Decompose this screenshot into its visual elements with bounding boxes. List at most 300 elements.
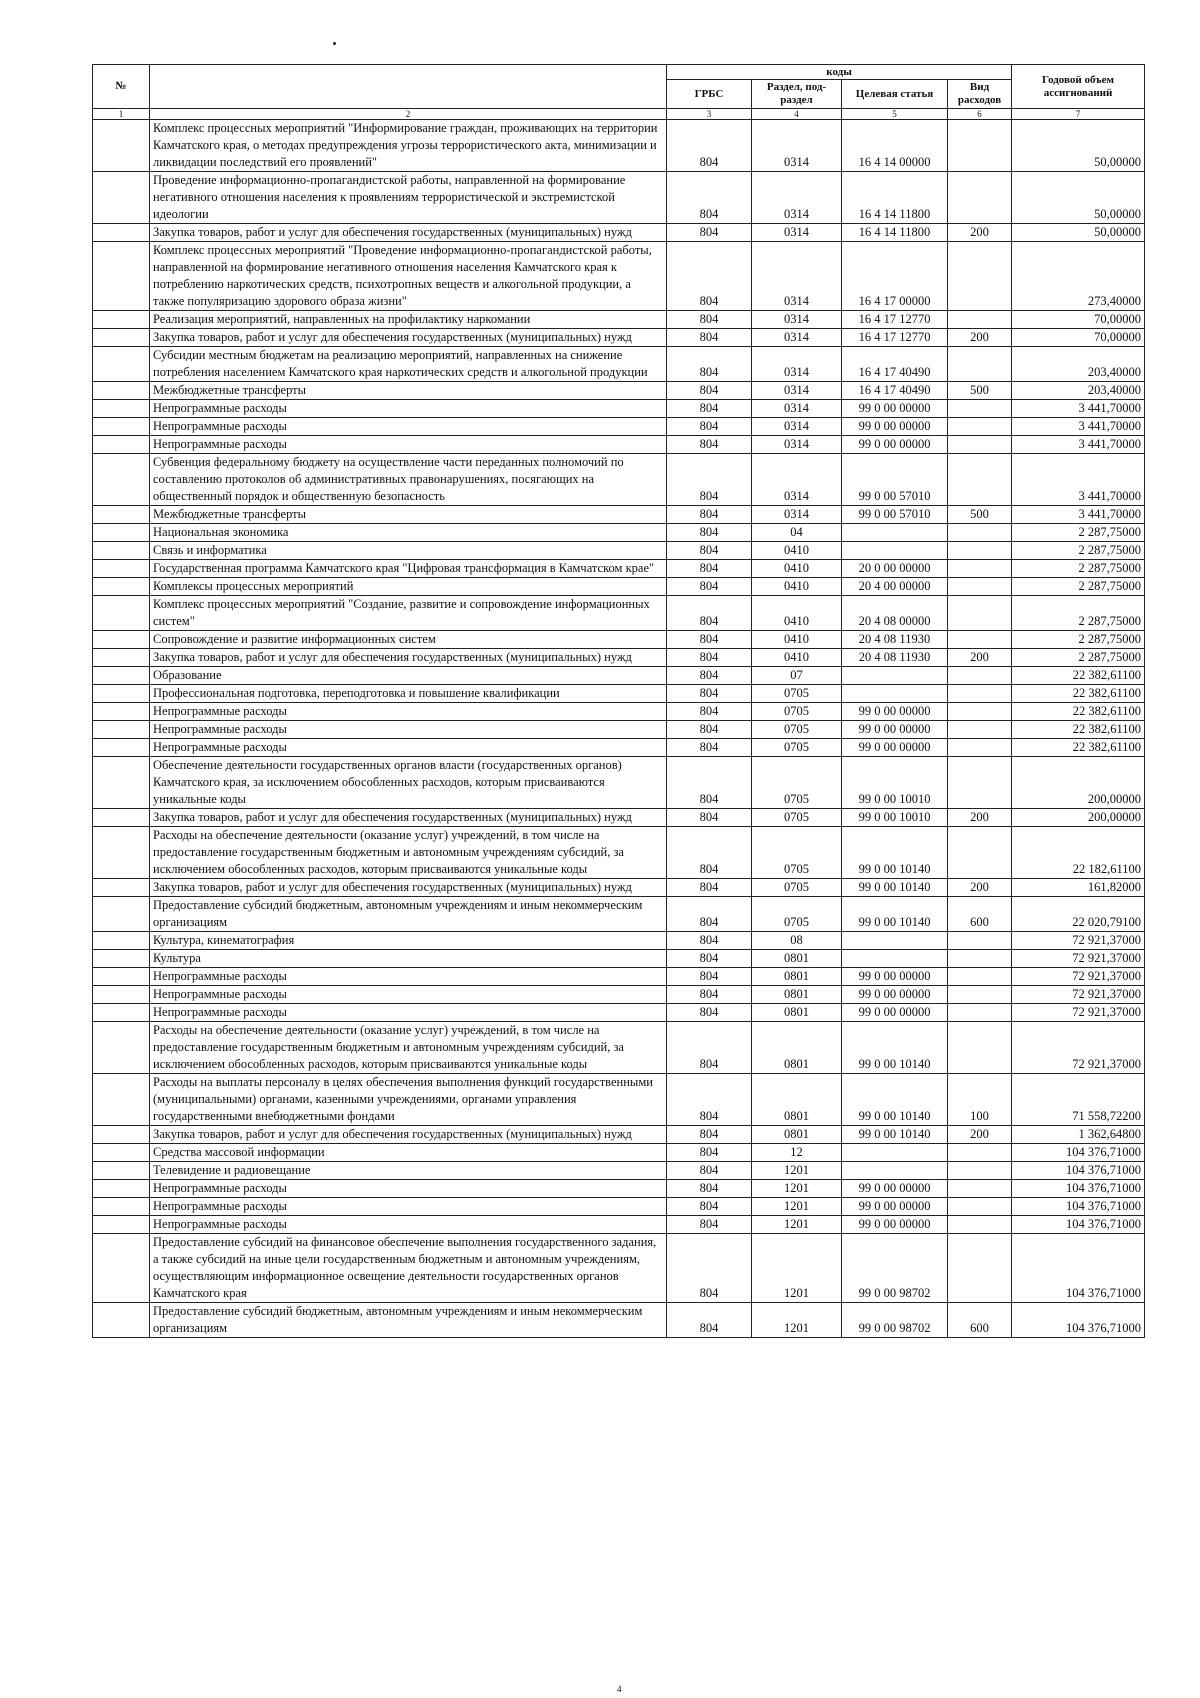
- row-expense-type: [948, 347, 1012, 382]
- table-row: [93, 827, 1145, 879]
- row-number: [93, 879, 150, 897]
- row-amount: 22 382,61100: [1012, 703, 1145, 721]
- row-target: 99 0 00 00000: [842, 1180, 948, 1198]
- row-number: [93, 524, 150, 542]
- row-number: [93, 120, 150, 172]
- row-section: 0410: [752, 649, 842, 667]
- row-name: Предоставление субсидий на финансовое обеспечение выполнения государственного задания, а также субсидий на иные цели государственным бюджетным и автономным учреждениям, осуществляющим информационное освещение деятельности государственных органов Камчатского края: [150, 1234, 667, 1303]
- row-expense-type: [948, 542, 1012, 560]
- row-target: 99 0 00 00000: [842, 1198, 948, 1216]
- row-name: Расходы на обеспечение деятельности (оказание услуг) учреждений, в том числе на предоставление государственным бюджетным и автономным учреждениям субсидий, за исключением обособленных расходов, которым присваиваются уникальные коды: [150, 827, 667, 879]
- row-name: Связь и информатика: [150, 542, 667, 560]
- row-grbs: 804: [667, 242, 752, 311]
- row-grbs: 804: [667, 932, 752, 950]
- row-name: Средства массовой информации: [150, 1144, 667, 1162]
- row-expense-type: [948, 1022, 1012, 1074]
- row-grbs: 804: [667, 1004, 752, 1022]
- row-section: 0410: [752, 596, 842, 631]
- row-number: [93, 224, 150, 242]
- row-target: [842, 950, 948, 968]
- row-name: Непрограммные расходы: [150, 400, 667, 418]
- row-section: 0705: [752, 703, 842, 721]
- row-target: 99 0 00 00000: [842, 703, 948, 721]
- row-target: 20 4 08 11930: [842, 649, 948, 667]
- row-name: Закупка товаров, работ и услуг для обеспечения государственных (муниципальных) нужд: [150, 809, 667, 827]
- row-section: 0314: [752, 418, 842, 436]
- row-expense-type: [948, 311, 1012, 329]
- table-row: [93, 721, 1145, 739]
- row-target: 99 0 00 10140: [842, 879, 948, 897]
- col-number: 3: [667, 109, 752, 120]
- row-section: 12: [752, 1144, 842, 1162]
- row-target: 99 0 00 57010: [842, 506, 948, 524]
- row-expense-type: [948, 596, 1012, 631]
- row-expense-type: [948, 524, 1012, 542]
- row-section: 0801: [752, 968, 842, 986]
- row-number: [93, 1144, 150, 1162]
- row-name: Непрограммные расходы: [150, 1004, 667, 1022]
- row-name: Непрограммные расходы: [150, 739, 667, 757]
- row-amount: 3 441,70000: [1012, 418, 1145, 436]
- row-section: 0801: [752, 1126, 842, 1144]
- row-target: 99 0 00 10140: [842, 1126, 948, 1144]
- header-expense-type: Вид расходов: [948, 80, 1012, 109]
- table-row: [93, 649, 1145, 667]
- table-row: [93, 400, 1145, 418]
- row-amount: 104 376,71000: [1012, 1162, 1145, 1180]
- header-no: №: [93, 65, 150, 109]
- col-number: 5: [842, 109, 948, 120]
- row-name: Культура, кинематография: [150, 932, 667, 950]
- row-expense-type: [948, 560, 1012, 578]
- row-number: [93, 932, 150, 950]
- row-target: 99 0 00 98702: [842, 1303, 948, 1338]
- row-grbs: 804: [667, 1162, 752, 1180]
- row-grbs: 804: [667, 524, 752, 542]
- row-section: 0705: [752, 827, 842, 879]
- table-row: [93, 120, 1145, 172]
- row-section: 1201: [752, 1234, 842, 1303]
- table-row: [93, 1074, 1145, 1126]
- row-grbs: 804: [667, 1234, 752, 1303]
- row-name: Непрограммные расходы: [150, 968, 667, 986]
- row-expense-type: 200: [948, 1126, 1012, 1144]
- row-target: 99 0 00 57010: [842, 454, 948, 506]
- table-row: [93, 1022, 1145, 1074]
- row-expense-type: [948, 721, 1012, 739]
- row-number: [93, 1074, 150, 1126]
- row-name: Национальная экономика: [150, 524, 667, 542]
- row-number: [93, 1162, 150, 1180]
- row-name: Предоставление субсидий бюджетным, автономным учреждениям и иным некоммерческим организациям: [150, 897, 667, 932]
- row-expense-type: [948, 242, 1012, 311]
- table-row: [93, 329, 1145, 347]
- col-number: 4: [752, 109, 842, 120]
- row-amount: 2 287,75000: [1012, 578, 1145, 596]
- table-row: [93, 578, 1145, 596]
- budget-table: [92, 64, 1145, 1338]
- table-row: [93, 986, 1145, 1004]
- row-section: 0314: [752, 329, 842, 347]
- row-expense-type: [948, 418, 1012, 436]
- table-row: [93, 242, 1145, 311]
- row-number: [93, 757, 150, 809]
- col-number: 2: [150, 109, 667, 120]
- row-name: Комплекс процессных мероприятий "Создание, развитие и сопровождение информационных систем": [150, 596, 667, 631]
- row-amount: 22 382,61100: [1012, 721, 1145, 739]
- row-grbs: 804: [667, 986, 752, 1004]
- row-name: Межбюджетные трансферты: [150, 382, 667, 400]
- row-amount: 2 287,75000: [1012, 560, 1145, 578]
- row-number: [93, 968, 150, 986]
- row-expense-type: [948, 1198, 1012, 1216]
- row-expense-type: 500: [948, 506, 1012, 524]
- row-expense-type: 500: [948, 382, 1012, 400]
- row-name: Непрограммные расходы: [150, 721, 667, 739]
- row-name: Закупка товаров, работ и услуг для обеспечения государственных (муниципальных) нужд: [150, 649, 667, 667]
- table-row: [93, 1126, 1145, 1144]
- row-amount: 203,40000: [1012, 382, 1145, 400]
- row-amount: 2 287,75000: [1012, 631, 1145, 649]
- row-name: Реализация мероприятий, направленных на профилактику наркомании: [150, 311, 667, 329]
- row-name: Непрограммные расходы: [150, 703, 667, 721]
- row-target: 16 4 17 40490: [842, 382, 948, 400]
- row-number: [93, 1180, 150, 1198]
- row-expense-type: [948, 827, 1012, 879]
- row-amount: 200,00000: [1012, 809, 1145, 827]
- row-section: 0705: [752, 685, 842, 703]
- table-row: [93, 1216, 1145, 1234]
- row-amount: 104 376,71000: [1012, 1198, 1145, 1216]
- row-grbs: 804: [667, 721, 752, 739]
- row-name: Непрограммные расходы: [150, 436, 667, 454]
- row-amount: 3 441,70000: [1012, 436, 1145, 454]
- row-amount: 104 376,71000: [1012, 1144, 1145, 1162]
- row-expense-type: [948, 172, 1012, 224]
- row-name: Проведение информационно-пропагандистской работы, направленной на формирование негативного отношения населения к проявлениям террористической и экстремистской идеологии: [150, 172, 667, 224]
- row-amount: 104 376,71000: [1012, 1303, 1145, 1338]
- table-row: [93, 879, 1145, 897]
- row-name: Государственная программа Камчатского края "Цифровая трансформация в Камчатском крае": [150, 560, 667, 578]
- row-grbs: 804: [667, 1180, 752, 1198]
- row-number: [93, 542, 150, 560]
- table-row: [93, 382, 1145, 400]
- row-expense-type: [948, 1162, 1012, 1180]
- row-expense-type: 600: [948, 897, 1012, 932]
- row-name: Расходы на обеспечение деятельности (оказание услуг) учреждений, в том числе на предоставление государственным бюджетным и автономным учреждениям субсидий, за исключением обособленных расходов, которым присваиваются уникальные коды: [150, 1022, 667, 1074]
- row-amount: 2 287,75000: [1012, 524, 1145, 542]
- row-expense-type: [948, 400, 1012, 418]
- row-grbs: 804: [667, 649, 752, 667]
- table-row: [93, 1234, 1145, 1303]
- row-amount: 70,00000: [1012, 311, 1145, 329]
- row-section: 0410: [752, 542, 842, 560]
- row-amount: 161,82000: [1012, 879, 1145, 897]
- row-section: 0314: [752, 120, 842, 172]
- row-target: 99 0 00 10140: [842, 827, 948, 879]
- row-grbs: 804: [667, 454, 752, 506]
- row-amount: 104 376,71000: [1012, 1234, 1145, 1303]
- row-name: Непрограммные расходы: [150, 1216, 667, 1234]
- header-name: [150, 65, 667, 109]
- table-row: [93, 436, 1145, 454]
- col-number: 7: [1012, 109, 1145, 120]
- table-row: [93, 1162, 1145, 1180]
- row-amount: 1 362,64800: [1012, 1126, 1145, 1144]
- row-number: [93, 1126, 150, 1144]
- row-number: [93, 242, 150, 311]
- row-grbs: 804: [667, 400, 752, 418]
- row-target: 99 0 00 00000: [842, 436, 948, 454]
- row-number: [93, 436, 150, 454]
- row-amount: 104 376,71000: [1012, 1216, 1145, 1234]
- row-name: Закупка товаров, работ и услуг для обеспечения государственных (муниципальных) нужд: [150, 1126, 667, 1144]
- row-section: 07: [752, 667, 842, 685]
- row-expense-type: [948, 667, 1012, 685]
- row-name: Образование: [150, 667, 667, 685]
- row-target: 16 4 14 11800: [842, 224, 948, 242]
- row-expense-type: [948, 685, 1012, 703]
- row-name: Закупка товаров, работ и услуг для обеспечения государственных (муниципальных) нужд: [150, 329, 667, 347]
- row-amount: 72 921,37000: [1012, 950, 1145, 968]
- row-target: 16 4 17 12770: [842, 311, 948, 329]
- row-section: 08: [752, 932, 842, 950]
- row-number: [93, 347, 150, 382]
- row-expense-type: 200: [948, 329, 1012, 347]
- row-grbs: 804: [667, 120, 752, 172]
- row-expense-type: 200: [948, 879, 1012, 897]
- row-target: 16 4 17 12770: [842, 329, 948, 347]
- row-target: 16 4 14 11800: [842, 172, 948, 224]
- row-name: Сопровождение и развитие информационных систем: [150, 631, 667, 649]
- row-target: [842, 1144, 948, 1162]
- row-grbs: 804: [667, 1074, 752, 1126]
- table-row: [93, 1303, 1145, 1338]
- row-amount: 72 921,37000: [1012, 1022, 1145, 1074]
- row-grbs: 804: [667, 311, 752, 329]
- row-grbs: 804: [667, 436, 752, 454]
- row-number: [93, 986, 150, 1004]
- row-target: [842, 542, 948, 560]
- row-target: [842, 667, 948, 685]
- row-name: Закупка товаров, работ и услуг для обеспечения государственных (муниципальных) нужд: [150, 224, 667, 242]
- row-number: [93, 685, 150, 703]
- row-amount: 72 921,37000: [1012, 968, 1145, 986]
- row-number: [93, 1303, 150, 1338]
- table-row: [93, 311, 1145, 329]
- row-amount: 3 441,70000: [1012, 506, 1145, 524]
- row-amount: 2 287,75000: [1012, 596, 1145, 631]
- row-target: [842, 1162, 948, 1180]
- row-amount: 3 441,70000: [1012, 454, 1145, 506]
- row-expense-type: [948, 703, 1012, 721]
- row-target: 99 0 00 10140: [842, 897, 948, 932]
- row-grbs: 804: [667, 1198, 752, 1216]
- row-expense-type: [948, 968, 1012, 986]
- row-name: Предоставление субсидий бюджетным, автономным учреждениям и иным некоммерческим организациям: [150, 1303, 667, 1338]
- row-name: Непрограммные расходы: [150, 986, 667, 1004]
- row-amount: 22 020,79100: [1012, 897, 1145, 932]
- row-amount: 203,40000: [1012, 347, 1145, 382]
- row-name: Обеспечение деятельности государственных органов власти (государственных органов) Камчатского края, за исключением обособленных расходов, которым присваиваются уникальные коды: [150, 757, 667, 809]
- row-grbs: 804: [667, 809, 752, 827]
- row-expense-type: [948, 932, 1012, 950]
- row-grbs: 804: [667, 418, 752, 436]
- row-grbs: 804: [667, 172, 752, 224]
- row-grbs: 804: [667, 347, 752, 382]
- row-name: Межбюджетные трансферты: [150, 506, 667, 524]
- row-number: [93, 454, 150, 506]
- row-expense-type: [948, 436, 1012, 454]
- row-grbs: 804: [667, 560, 752, 578]
- row-amount: 72 921,37000: [1012, 932, 1145, 950]
- row-section: 1201: [752, 1162, 842, 1180]
- row-section: 0410: [752, 578, 842, 596]
- row-grbs: 804: [667, 879, 752, 897]
- row-section: 0801: [752, 950, 842, 968]
- table-row: [93, 897, 1145, 932]
- row-amount: 50,00000: [1012, 120, 1145, 172]
- row-expense-type: 200: [948, 649, 1012, 667]
- row-grbs: 804: [667, 757, 752, 809]
- table-row: [93, 1144, 1145, 1162]
- row-amount: 50,00000: [1012, 224, 1145, 242]
- table-row: [93, 224, 1145, 242]
- row-grbs: 804: [667, 667, 752, 685]
- row-name: Субвенция федеральному бюджету на осуществление части переданных полномочий по составлению протоколов об административных правонарушениях, посягающих на общественный порядок и общественную безопасность: [150, 454, 667, 506]
- row-number: [93, 400, 150, 418]
- row-grbs: 804: [667, 1022, 752, 1074]
- row-name: Профессиональная подготовка, переподготовка и повышение квалификации: [150, 685, 667, 703]
- row-grbs: 804: [667, 950, 752, 968]
- row-name: Комплекс процессных мероприятий "Проведение информационно-пропагандистской работы, направленной на формирование негативного отношения населения Камчатского края к потреблению наркотических средств, психотропных веществ и алкогольной продукции, а также популяризацию здорового образа жизни": [150, 242, 667, 311]
- row-number: [93, 1234, 150, 1303]
- table-row: [93, 347, 1145, 382]
- table-row: [93, 1180, 1145, 1198]
- row-grbs: 804: [667, 631, 752, 649]
- row-section: 0801: [752, 1074, 842, 1126]
- row-number: [93, 1216, 150, 1234]
- row-section: 0801: [752, 1004, 842, 1022]
- table-row: [93, 685, 1145, 703]
- row-number: [93, 1198, 150, 1216]
- row-target: 99 0 00 10010: [842, 757, 948, 809]
- row-section: 0314: [752, 224, 842, 242]
- row-number: [93, 1004, 150, 1022]
- row-number: [93, 667, 150, 685]
- row-section: 0314: [752, 172, 842, 224]
- row-section: 0314: [752, 382, 842, 400]
- row-expense-type: [948, 454, 1012, 506]
- row-section: 0705: [752, 809, 842, 827]
- row-section: 0314: [752, 506, 842, 524]
- table-row: [93, 542, 1145, 560]
- row-target: 16 4 14 00000: [842, 120, 948, 172]
- row-target: 99 0 00 10140: [842, 1022, 948, 1074]
- row-section: 0705: [752, 897, 842, 932]
- row-target: 99 0 00 98702: [842, 1234, 948, 1303]
- row-number: [93, 739, 150, 757]
- table-row: [93, 757, 1145, 809]
- row-amount: 72 921,37000: [1012, 986, 1145, 1004]
- table-row: [93, 172, 1145, 224]
- row-amount: 70,00000: [1012, 329, 1145, 347]
- row-number: [93, 329, 150, 347]
- row-target: 20 4 08 00000: [842, 596, 948, 631]
- row-grbs: 804: [667, 897, 752, 932]
- row-amount: 2 287,75000: [1012, 542, 1145, 560]
- row-amount: 72 921,37000: [1012, 1004, 1145, 1022]
- row-section: 0314: [752, 311, 842, 329]
- row-target: 20 4 00 00000: [842, 578, 948, 596]
- row-section: 0410: [752, 631, 842, 649]
- row-number: [93, 649, 150, 667]
- row-target: 99 0 00 10140: [842, 1074, 948, 1126]
- row-name: Телевидение и радиовещание: [150, 1162, 667, 1180]
- row-grbs: 804: [667, 1144, 752, 1162]
- row-name: Непрограммные расходы: [150, 418, 667, 436]
- row-target: 99 0 00 00000: [842, 968, 948, 986]
- row-expense-type: 200: [948, 809, 1012, 827]
- page-number: 4: [617, 1684, 622, 1694]
- table-row: [93, 418, 1145, 436]
- row-target: 99 0 00 00000: [842, 721, 948, 739]
- row-section: 0705: [752, 879, 842, 897]
- row-grbs: 804: [667, 1126, 752, 1144]
- row-grbs: 804: [667, 578, 752, 596]
- row-target: [842, 685, 948, 703]
- row-grbs: 804: [667, 827, 752, 879]
- row-number: [93, 172, 150, 224]
- row-grbs: 804: [667, 224, 752, 242]
- row-number: [93, 382, 150, 400]
- table-row: [93, 950, 1145, 968]
- row-number: [93, 596, 150, 631]
- table-row: [93, 506, 1145, 524]
- row-expense-type: [948, 1216, 1012, 1234]
- table-row: [93, 667, 1145, 685]
- row-number: [93, 560, 150, 578]
- row-number: [93, 703, 150, 721]
- table-row: [93, 739, 1145, 757]
- row-expense-type: [948, 986, 1012, 1004]
- row-expense-type: [948, 757, 1012, 809]
- row-section: 0314: [752, 347, 842, 382]
- row-name: Закупка товаров, работ и услуг для обеспечения государственных (муниципальных) нужд: [150, 879, 667, 897]
- row-target: [842, 524, 948, 542]
- row-grbs: 804: [667, 1216, 752, 1234]
- row-amount: 200,00000: [1012, 757, 1145, 809]
- row-amount: 3 441,70000: [1012, 400, 1145, 418]
- row-amount: 22 182,61100: [1012, 827, 1145, 879]
- row-target: 20 0 00 00000: [842, 560, 948, 578]
- row-section: 1201: [752, 1198, 842, 1216]
- row-amount: 104 376,71000: [1012, 1180, 1145, 1198]
- table-row: [93, 1198, 1145, 1216]
- row-name: Комплекс процессных мероприятий "Информирование граждан, проживающих на территории Камчатского края, о методах предупреждения угрозы террористического акта, минимизации и ликвидации последствий его проявлений": [150, 120, 667, 172]
- row-target: 99 0 00 00000: [842, 418, 948, 436]
- row-number: [93, 897, 150, 932]
- row-grbs: 804: [667, 703, 752, 721]
- row-expense-type: 200: [948, 224, 1012, 242]
- row-target: 99 0 00 00000: [842, 986, 948, 1004]
- row-grbs: 804: [667, 685, 752, 703]
- row-target: 99 0 00 00000: [842, 739, 948, 757]
- row-name: Непрограммные расходы: [150, 1180, 667, 1198]
- row-target: 99 0 00 10010: [842, 809, 948, 827]
- row-amount: 22 382,61100: [1012, 667, 1145, 685]
- row-grbs: 804: [667, 506, 752, 524]
